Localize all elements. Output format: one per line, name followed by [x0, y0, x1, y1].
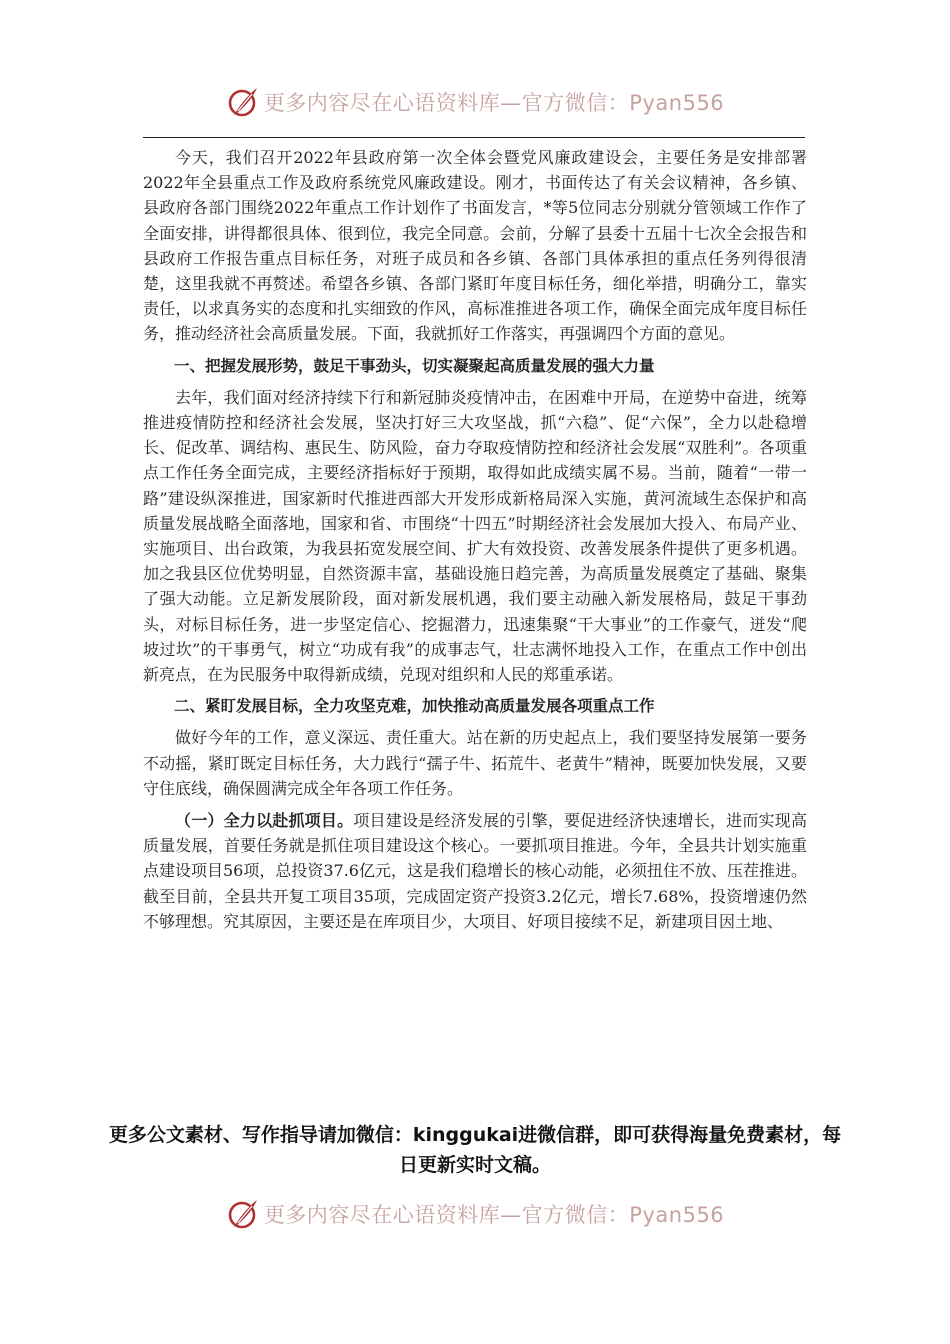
header-banner-text: 更多内容尽在心语资料库—官方微信：Pyan556 [263, 91, 725, 115]
paragraph-intro: 今天，我们召开2022年县政府第一次全体会暨党风廉政建设会，主要任务是安排部署2022年全县重点工作及政府系统党风廉政建设。刚才，书面传达了有关会议精神，各乡镇、县政府各部门围绕2022年重点工作计划作了书面发言，*等5位同志分别就分管领域工作作了全面安排，讲得都很具体、很到位，我完全同意。会前，分解了县委十五届十七次全会报告和县政府工作报告重点目标任务，对班子成员和各乡镇、各部门具体承担的重点任务列得很清楚，这里我就不再赘述。希望各乡镇、各部门紧盯年度目标任务，细化举措，明确分工，靠实责任，以求真务实的态度和扎实细致的作风，高标准推进各项工作，确保全面完成年度目标任务，推动经济社会高质量发展。下面，我就抓好工作落实，再强调四个方面的意见。 [143, 148, 807, 344]
quill-logo-icon [226, 85, 260, 119]
paragraph-projects-text: 项目建设是经济发展的引擎，要促进经济快速增长，进而实现高质量发展，首要任务就是抓住项目建设这个核心。一要抓项目推进。今年，全县共计划实施重点建设项目56项，总投资37.6亿元，这是我们稳增长的核心动能，必须扭住不放、压茬推进。截至目前，全县共开复工项目35项，完成固定资产投资3.2亿元，增长7.68%，投资增速仍然不够理想。究其原因，主要还是在库项目少，大项目、好项目接续不足，新建项目因土地、 [143, 811, 807, 931]
document-body [143, 145, 807, 934]
quill-logo-icon [226, 1197, 260, 1231]
section-heading-1: 一、把握发展形势，鼓足干事劲头，切实凝聚起高质量发展的强大力量 [174, 356, 655, 375]
footer-banner-text: 更多内容尽在心语资料库—官方微信：Pyan556 [263, 1203, 725, 1227]
paragraph-goals: 做好今年的工作，意义深远、责任重大。站在新的历史起点上，我们要坚持发展第一要务不动摇，紧盯既定目标任务，大力践行“孺子牛、拓荒牛、老黄牛”精神，既要加快发展，又要守住底线，确保圆满完成全年各项工作任务。 [143, 728, 807, 798]
header-divider [143, 137, 805, 138]
footer-banner [0, 1194, 950, 1234]
paragraph-projects [143, 808, 807, 934]
paragraph-situation: 去年，我们面对经济持续下行和新冠肺炎疫情冲击，在困难中开局，在逆势中奋进，统筹推进疫情防控和经济社会发展，坚决打好三大攻坚战，抓“六稳”、促“六保”，全力以赴稳增长、促改革、调结构、惠民生、防风险，奋力夺取疫情防控和经济社会发展“双胜利”。各项重点工作任务全面完成，主要经济指标好于预期，取得如此成绩实属不易。当前，随着“一带一路”建设纵深推进，国家新时代推进西部大开发形成新格局深入实施，黄河流域生态保护和高质量发展战略全面落地，国家和省、市围绕“十四五”时期经济社会发展加大投入、布局产业、实施项目、出台政策，为我县拓宽发展空间、扩大有效投资、改善发展条件提供了更多机遇。加之我县区位优势明显，自然资源丰富，基础设施日趋完善，为高质量发展奠定了基础、聚集了强大动能。立足新发展阶段，面对新发展机遇，我们要主动融入新发展格局，鼓足干事劲头，对标目标任务，进一步坚定信心、挖掘潜力，迅速集聚“干大事业”的工作豪气，迸发“爬坡过坎”的干事勇气，树立“功成有我”的成事志气，壮志满怀地投入工作，在重点工作中创出新亮点，在为民服务中取得新成绩，兑现对组织和人民的郑重承诺。 [143, 387, 807, 685]
subsection-lead: （一）全力以赴抓项目。 [175, 811, 354, 831]
header-banner [0, 82, 950, 122]
section-heading-2: 二、紧盯发展目标，全力攻坚克难，加快推动高质量发展各项重点工作 [174, 697, 655, 716]
promo-notice: 更多公文素材、写作指导请加微信：kinggukai进微信群，即可获得海量免费素材，每日更新实时文稿。 [108, 1124, 842, 1176]
